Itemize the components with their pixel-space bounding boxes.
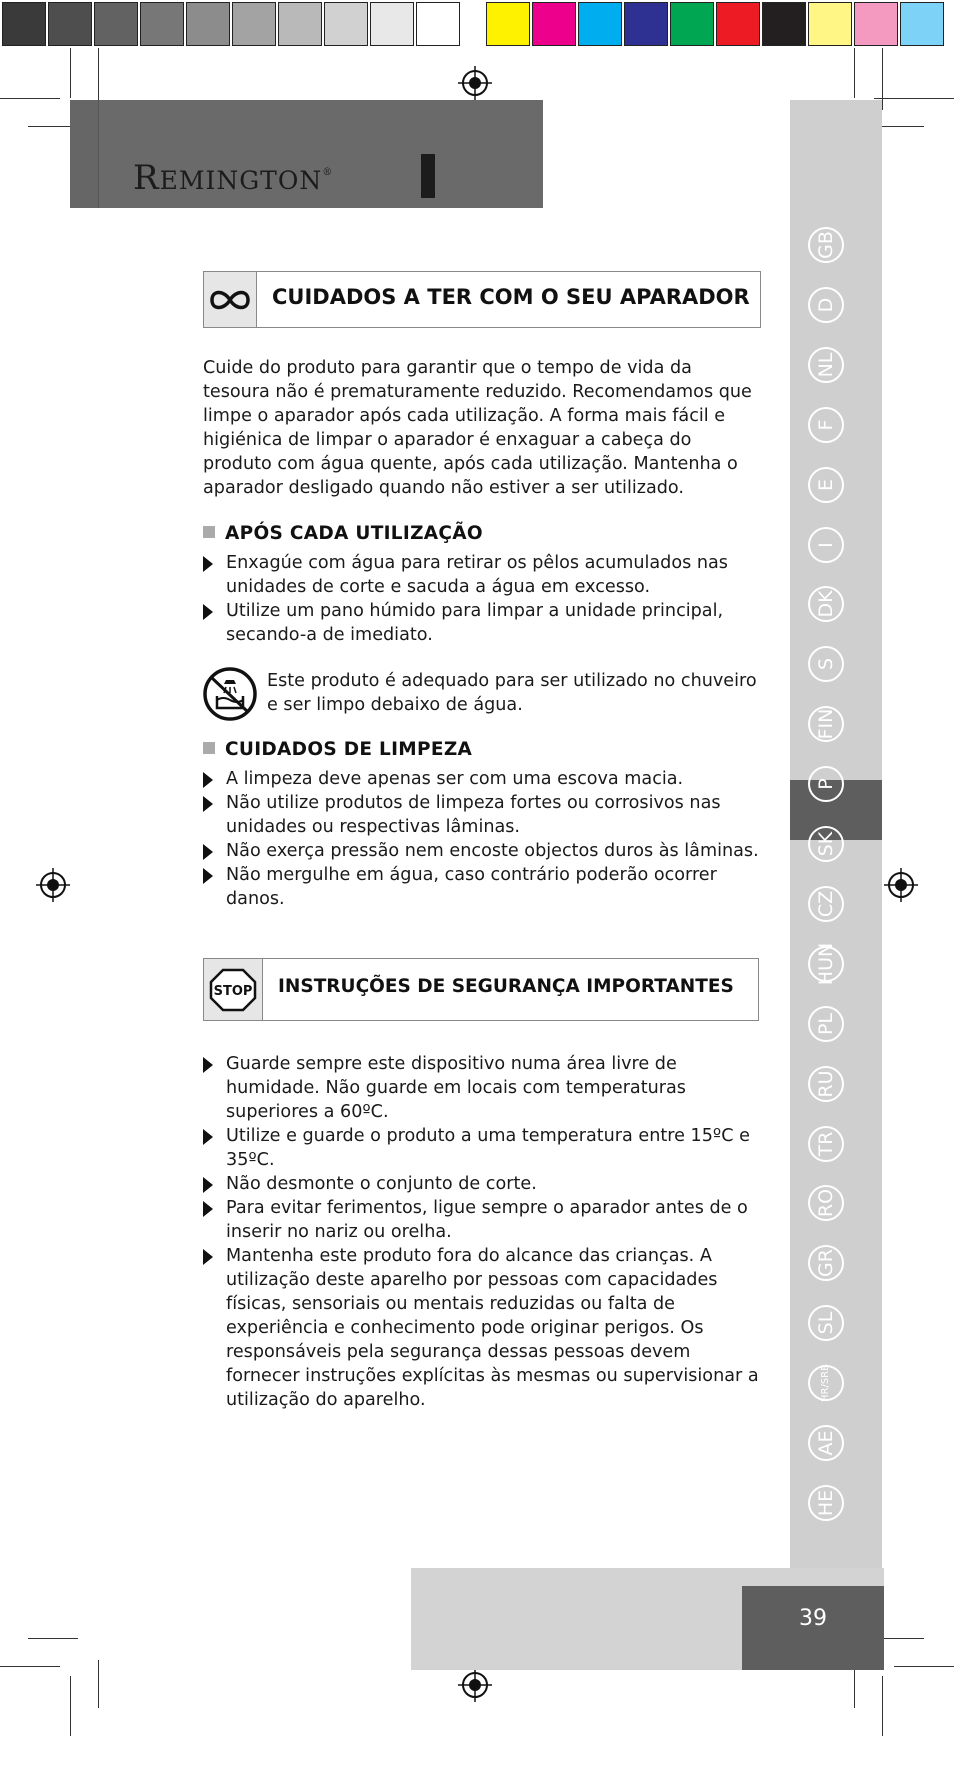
list-item-text: Enxagúe com água para retirar os pêlos acumulados nas unidades de corte e sacuda a água em excesso.	[226, 553, 728, 597]
list-item-text: Não desmonte o conjunto de corte.	[226, 1174, 537, 1194]
list-item	[203, 839, 763, 863]
language-tab-hun[interactable]: HUN	[808, 946, 844, 982]
shower-washable-icon	[202, 666, 258, 722]
safety-title: INSTRUÇÕES DE SEGURANÇA IMPORTANTES	[278, 976, 734, 997]
list-item	[203, 791, 763, 839]
bullet-triangle-icon	[203, 604, 213, 620]
subheading-text: CUIDADOS DE LIMPEZA	[225, 739, 473, 760]
bullet-triangle-icon	[203, 1177, 213, 1193]
crop-mark	[0, 98, 60, 99]
color-swatch	[486, 2, 530, 46]
subheading-text: APÓS CADA UTILIZAÇÃO	[225, 523, 483, 544]
color-swatch	[94, 2, 138, 46]
language-tab-dk[interactable]: DK	[808, 586, 844, 622]
brand-logo-bar	[421, 154, 435, 198]
color-swatch	[670, 2, 714, 46]
list-item	[203, 1052, 763, 1124]
language-tab-cz[interactable]: CZ	[808, 886, 844, 922]
language-tab-sk[interactable]: SK	[808, 826, 844, 862]
bullet-triangle-icon	[203, 556, 213, 572]
language-tab-e[interactable]: E	[808, 467, 844, 503]
color-swatch	[532, 2, 576, 46]
registration-mark-icon	[458, 66, 492, 100]
after-use-list	[203, 551, 763, 647]
section-title: CUIDADOS A TER COM O SEU APARADOR	[272, 285, 750, 309]
list-item-text: Para evitar ferimentos, ligue sempre o aparador antes de o inserir no nariz ou orelha.	[226, 1198, 748, 1242]
language-tab-gb[interactable]: GB	[808, 227, 844, 263]
safety-icon-cell	[204, 959, 263, 1020]
color-swatch	[48, 2, 92, 46]
list-item-text: Utilize e guarde o produto a uma temperatura entre 15ºC e 35ºC.	[226, 1126, 750, 1170]
language-tab-d[interactable]: D	[808, 287, 844, 323]
crop-mark	[854, 48, 855, 98]
color-swatch	[186, 2, 230, 46]
crop-mark	[882, 48, 883, 110]
list-item-text: Não utilize produtos de limpeza fortes ou corrosivos nas unidades ou respectivas lâminas.	[226, 793, 721, 837]
bullet-triangle-icon	[203, 1201, 213, 1217]
color-swatch	[578, 2, 622, 46]
language-tab-ae[interactable]: AE	[808, 1425, 844, 1461]
list-item	[203, 1244, 763, 1412]
language-tab-tr[interactable]: TR	[808, 1126, 844, 1162]
subheading-cleaning	[203, 739, 472, 760]
safety-title-box	[203, 958, 759, 1021]
list-item	[203, 1124, 763, 1172]
color-swatch	[762, 2, 806, 46]
color-swatch	[808, 2, 852, 46]
color-swatch	[278, 2, 322, 46]
intro-paragraph: Cuide do produto para garantir que o tempo de vida da tesoura não é prematuramente reduzido. Recomendamos que limpe o aparador após cada utilização. A forma mais fácil e higiénica de limpar o aparador é enxaguar a cabeça do produto com água quente, após cada utilização. Mantenha o aparador desligado quando não estiver a ser utilizado.	[203, 358, 752, 498]
crop-mark	[894, 1666, 954, 1667]
safety-list	[203, 1052, 763, 1412]
bullet-triangle-icon	[203, 796, 213, 812]
page-number: 39	[799, 1606, 827, 1631]
list-item-text: Não mergulhe em água, caso contrário poderão ocorrer danos.	[226, 865, 717, 909]
registration-mark-icon	[458, 1668, 492, 1702]
color-swatch	[370, 2, 414, 46]
bullet-square-icon	[203, 526, 215, 538]
cleaning-list	[203, 767, 763, 911]
list-item	[203, 767, 763, 791]
color-swatch	[232, 2, 276, 46]
list-item	[203, 599, 763, 647]
bullet-triangle-icon	[203, 868, 213, 884]
list-item-text: A limpeza deve apenas ser com uma escova macia.	[226, 769, 684, 789]
color-swatch	[624, 2, 668, 46]
language-tab-p[interactable]: P	[808, 766, 844, 802]
registration-mark-icon	[36, 868, 70, 902]
language-tab-pl[interactable]: PL	[808, 1006, 844, 1042]
crop-mark	[0, 1666, 60, 1667]
language-tab-sl[interactable]: SL	[808, 1305, 844, 1341]
language-tab-f[interactable]: F	[808, 407, 844, 443]
list-item-text: Guarde sempre este dispositivo numa área livre de humidade. Não guarde em locais com temperaturas superiores a 60ºC.	[226, 1054, 686, 1122]
section-title-box	[203, 271, 761, 328]
color-swatch	[140, 2, 184, 46]
language-tab-gr[interactable]: GR	[808, 1245, 844, 1281]
shower-notice: Este produto é adequado para ser utilizado no chuveiro e ser limpo debaixo de água.	[267, 671, 757, 715]
list-item	[203, 1172, 763, 1196]
language-tab-ru[interactable]: RU	[808, 1066, 844, 1102]
list-item-text: Mantenha este produto fora do alcance das crianças. A utilização deste aparelho por pessoas com capacidades físicas, sensoriais ou mentais reduzidas ou falta de experiência e conhecimento pode originar perigos. Os responsáveis pela segurança dessas pessoas devem fornecer instruções explícitas às mesmas ou supervisionar a utilização do aparelho.	[226, 1246, 759, 1410]
crop-mark	[70, 1676, 71, 1736]
crop-mark	[70, 48, 71, 98]
list-item	[203, 1196, 763, 1244]
bullet-triangle-icon	[203, 1129, 213, 1145]
section-icon-cell	[204, 272, 257, 327]
language-tab-hr-srb[interactable]: HR/SRB	[808, 1365, 844, 1401]
list-item	[203, 551, 763, 599]
crop-mark	[874, 98, 954, 99]
language-tab-fin[interactable]: FIN	[808, 706, 844, 742]
list-item-text: Não exerça pressão nem encoste objectos duros às lâminas.	[226, 841, 759, 861]
language-tab-s[interactable]: S	[808, 646, 844, 682]
crop-mark	[98, 1660, 99, 1708]
bullet-triangle-icon	[203, 844, 213, 860]
language-tab-i[interactable]: I	[808, 527, 844, 563]
infinity-icon	[204, 272, 256, 327]
color-swatch	[2, 2, 46, 46]
brand-logo: REMINGTON®	[133, 158, 334, 198]
stop-sign-icon	[204, 959, 262, 1020]
color-swatch	[716, 2, 760, 46]
subheading-after-use	[203, 523, 483, 544]
stop-sign-label: STOP	[213, 984, 253, 999]
language-tab-ro[interactable]: RO	[808, 1185, 844, 1221]
list-item-text: Utilize um pano húmido para limpar a unidade principal, secando-a de imediato.	[226, 601, 724, 645]
color-swatch	[324, 2, 368, 46]
bullet-triangle-icon	[203, 772, 213, 788]
language-tab-nl[interactable]: NL	[808, 347, 844, 383]
bullet-triangle-icon	[203, 1249, 213, 1265]
crop-mark	[28, 1638, 78, 1639]
language-tab-he[interactable]: HE	[808, 1485, 844, 1521]
color-swatch	[416, 2, 460, 46]
registration-mark-icon	[884, 868, 918, 902]
color-swatch	[854, 2, 898, 46]
color-swatch	[900, 2, 944, 46]
bullet-triangle-icon	[203, 1057, 213, 1073]
list-item	[203, 863, 763, 911]
bullet-square-icon	[203, 742, 215, 754]
crop-mark	[882, 1676, 883, 1736]
